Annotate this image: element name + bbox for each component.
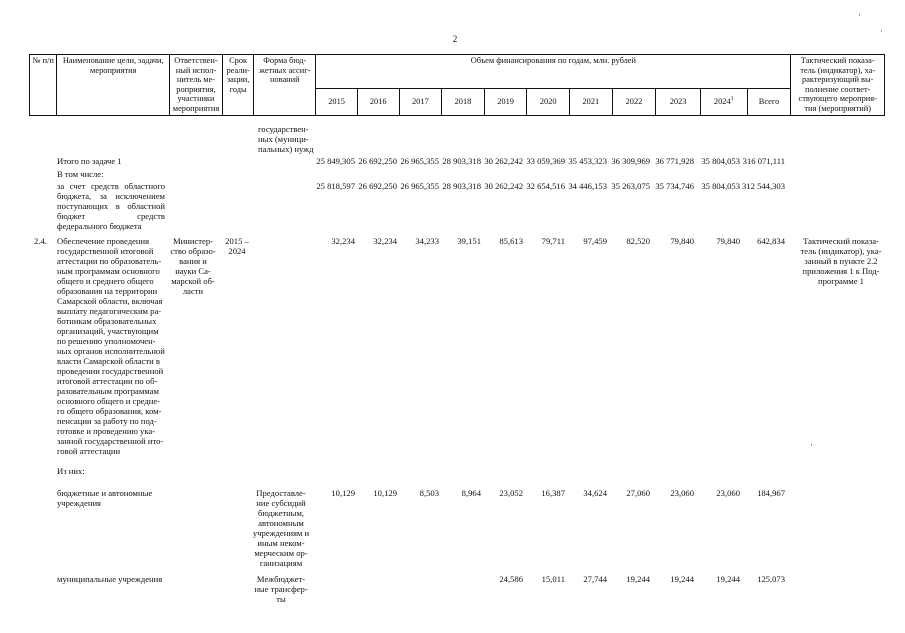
of-them-label: Из них: — [57, 466, 85, 476]
value-year: 79,711 — [541, 236, 565, 246]
item-responsible: Министер-ство образо-вания и науки Са-марской об-ласти — [170, 236, 216, 296]
value-year: 39,151 — [457, 236, 481, 246]
value-year: 27,744 — [583, 574, 607, 584]
header-year-2024: 2024$^1$ — [700, 89, 747, 116]
value-year: 97,459 — [583, 236, 607, 246]
item-name: Обеспечение проведения государственной итоговой аттестации по образователь-ным программам основного общего и среднего общего образования на территории Самарской области, включая выплату педагогическим ра-ботникам образовательных организаций, участвующим по решению уполномочен-ных органов исполнительной власти Самарской области в проведении государственной итоговой аттестации по об-разовательным программам основного общего и средне-го общего образования, ком-пенсации за работу по под-готовке и проведению ука-занной государственной ито-говой аттестации — [57, 236, 165, 456]
header-col-financing: Объем финансирования по годам, млн. рублей — [316, 55, 791, 89]
value-year: 32,234 — [331, 236, 355, 246]
value-year: 26 965,355 — [400, 156, 439, 166]
value-year: 79,840 — [716, 236, 740, 246]
header-col-indicator: Тактический показа-тель (индикатор), ха-рактеризующий вы-полнение соответ-ствующего мероприя-тия (мероприятий) — [791, 55, 885, 116]
value-year: 25 849,305 — [316, 156, 355, 166]
form-cell: государствен-ных (муници-пальных) нужд — [258, 124, 314, 154]
regional-label: за счет средств областного бюджета, за исключением поступающих в областной бюджет средств федерального бюджета — [57, 181, 165, 231]
value-total: 316 071,111 — [742, 156, 785, 166]
value-year: 28 903,318 — [442, 156, 481, 166]
value-total: 184,967 — [757, 488, 785, 498]
budget-inst-label: бюджетные и автономные учреждения — [57, 488, 153, 508]
value-year: 82,520 — [626, 236, 650, 246]
header-year: 2021 — [570, 89, 613, 116]
value-year: 26 692,250 — [358, 181, 397, 191]
table-header — [29, 54, 885, 116]
municipal-label: муниципальные учреждения — [57, 574, 163, 584]
value-year: 26 692,250 — [358, 156, 397, 166]
scan-mark: · — [858, 10, 861, 20]
header-col-term: Срок реали-зации, годы — [222, 55, 253, 116]
header-total: Всего — [747, 89, 791, 116]
value-year: 32 654,516 — [526, 181, 565, 191]
value-year: 10,129 — [331, 488, 355, 498]
value-year: 26 965,355 — [400, 181, 439, 191]
value-year: 8,503 — [419, 488, 439, 498]
value-year: 35 263,075 — [611, 181, 650, 191]
value-year: 19,244 — [716, 574, 740, 584]
item-number: 2.4. — [34, 236, 47, 246]
value-year: 34 446,153 — [568, 181, 607, 191]
value-year: 36 309,969 — [611, 156, 650, 166]
header-col-name: Наименование цели, задачи, мероприятия — [57, 55, 170, 116]
header-year: 2015 — [316, 89, 358, 116]
value-year: 32,234 — [373, 236, 397, 246]
scan-mark: · — [880, 26, 883, 36]
header-year: 2018 — [442, 89, 485, 116]
header-col-resp: Ответствен-ный испол-нитель ме-роприятия, участники мероприятия — [170, 55, 223, 116]
value-year: 25 818,597 — [316, 181, 355, 191]
value-year: 24,586 — [499, 574, 523, 584]
value-year: 19,244 — [626, 574, 650, 584]
scan-mark: · — [810, 440, 813, 450]
header-year: 2022 — [612, 89, 656, 116]
value-year: 15,011 — [541, 574, 565, 584]
value-year: 23,052 — [499, 488, 523, 498]
task-total-label: Итого по задаче 1 — [57, 156, 122, 166]
value-year: 35 453,323 — [568, 156, 607, 166]
value-year: 8,964 — [461, 488, 481, 498]
value-year: 19,244 — [670, 574, 694, 584]
municipal-form: Межбюджет-ные трансфер-ты — [254, 574, 308, 604]
value-year: 23,060 — [716, 488, 740, 498]
page-number: 2 — [452, 34, 458, 44]
header-year: 2017 — [399, 89, 442, 116]
value-total: 312 544,303 — [742, 181, 785, 191]
item-term: 2015 – 2024 — [225, 236, 249, 256]
value-total: 125,073 — [757, 574, 785, 584]
header-year: 2016 — [357, 89, 399, 116]
header-col-num: № п/п — [30, 55, 57, 116]
header-col-form: Форма бюд-жетных ассиг-нований — [254, 55, 316, 116]
value-year: 36 771,928 — [655, 156, 694, 166]
header-year: 2019 — [484, 89, 527, 116]
value-year: 23,060 — [670, 488, 694, 498]
value-year: 30 262,242 — [484, 181, 523, 191]
value-year: 28 903,318 — [442, 181, 481, 191]
value-year: 35 734,746 — [655, 181, 694, 191]
value-total: 642,834 — [757, 236, 785, 246]
value-year: 85,613 — [499, 236, 523, 246]
value-year: 33 059,369 — [526, 156, 565, 166]
value-year: 30 262,242 — [484, 156, 523, 166]
header-year: 2023 — [656, 89, 701, 116]
value-year: 10,129 — [373, 488, 397, 498]
value-year: 79,840 — [670, 236, 694, 246]
including-label: В том числе: — [57, 169, 104, 179]
value-year: 16,387 — [541, 488, 565, 498]
value-year: 35 804,053 — [701, 156, 740, 166]
value-year: 34,233 — [415, 236, 439, 246]
header-year: 2020 — [527, 89, 570, 116]
value-year: 34,624 — [583, 488, 607, 498]
value-year: 27,060 — [626, 488, 650, 498]
budget-inst-form: Предоставле-ние субсидий бюджетным, автономным учреждениям и иным неком-мерческим ор-ганизациям — [252, 488, 310, 568]
item-indicator: Тактический показа-тель (индикатор), ука-занный в пункте 2.2 приложения 1 к Под-программе 1 — [800, 236, 882, 286]
value-year: 35 804,053 — [701, 181, 740, 191]
